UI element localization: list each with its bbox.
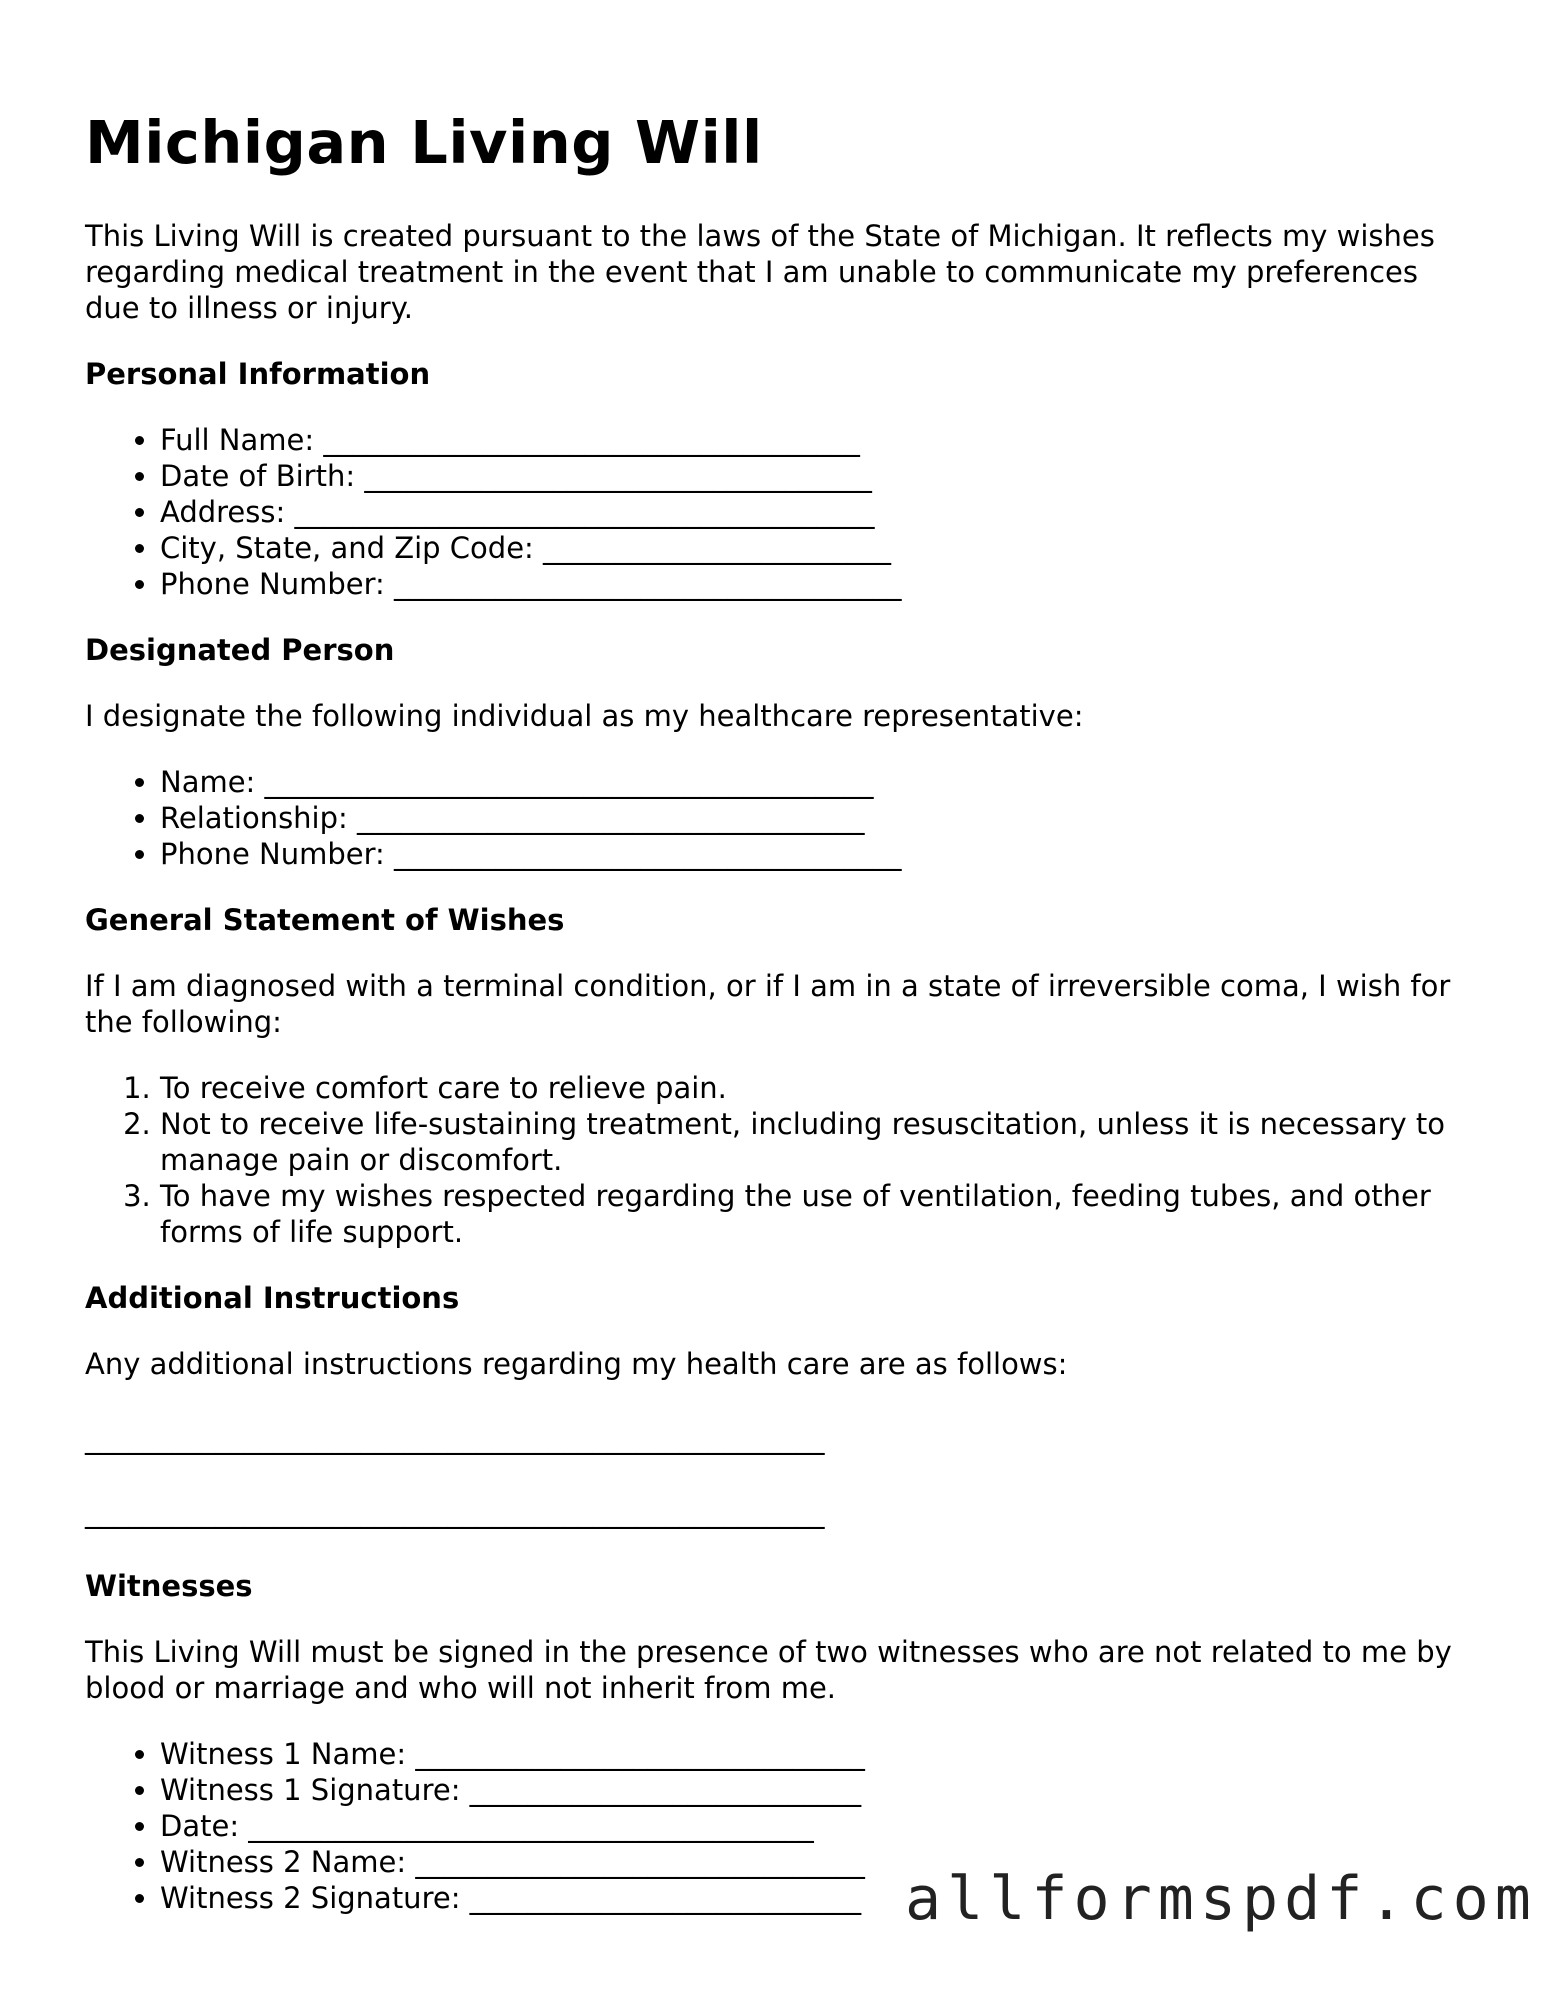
witnesses-text: This Living Will must be signed in the presence of two witnesses who are not related to me by blood or marriage and who will not inherit from me. (85, 1635, 1452, 1705)
personal-info-heading: Personal Information (85, 357, 431, 391)
witness-1-signature-field[interactable]: • Witness 1 Signature: ___________________________ (160, 1772, 1465, 1808)
full-name-field[interactable]: • Full Name: _____________________________________ (160, 422, 1465, 458)
witnesses-heading: Witnesses (85, 1569, 253, 1603)
document-title: Michigan Living Will (85, 108, 763, 177)
additional-instructions-line[interactable]: ___________________________________________________ (85, 1495, 825, 1529)
intro-paragraph: This Living Will is created pursuant to the laws of the State of Michigan. It reflects my wishes regarding medical treatment in the event that I am unable to communicate my preferences due to illness or injury. (85, 219, 1435, 325)
wish-item: 2. Not to receive life-sustaining treatment, including resuscitation, unless it is necessary to manage pain or discomfort. (160, 1106, 1465, 1178)
personal-info-list (85, 422, 1465, 602)
wishes-heading: General Statement of Wishes (85, 903, 565, 937)
representative-phone-field[interactable]: • Phone Number: ___________________________________ (160, 836, 1465, 872)
witness-2-name-field[interactable]: • Witness 2 Name: _______________________________ (160, 1844, 1465, 1880)
additional-instructions-heading: Additional Instructions (85, 1281, 460, 1315)
witness-2-signature-field[interactable]: • Witness 2 Signature: ___________________________ (160, 1880, 1465, 1916)
wishes-text: If I am diagnosed with a terminal condition, or if I am in a state of irreversible coma, I wish for the following: (85, 969, 1451, 1039)
additional-instructions-line[interactable]: ___________________________________________________ (85, 1421, 825, 1455)
date-of-birth-field[interactable]: • Date of Birth: ___________________________________ (160, 458, 1465, 494)
representative-name-field[interactable]: • Name: __________________________________________ (160, 764, 1465, 800)
designated-person-text: I designate the following individual as my healthcare representative: (85, 699, 1084, 733)
witness-date-field[interactable]: • Date: _______________________________________ (160, 1808, 1465, 1844)
phone-number-field[interactable]: • Phone Number: ___________________________________ (160, 566, 1465, 602)
relationship-field[interactable]: • Relationship: ___________________________________ (160, 800, 1465, 836)
witness-1-name-field[interactable]: • Witness 1 Name: _______________________________ (160, 1736, 1465, 1772)
wish-item: 1. To receive comfort care to relieve pain. (160, 1070, 1465, 1106)
additional-instructions-text: Any additional instructions regarding my health care are as follows: (85, 1347, 1068, 1381)
wish-item: 3. To have my wishes respected regarding the use of ventilation, feeding tubes, and other forms of life support. (160, 1178, 1465, 1250)
designated-person-heading: Designated Person (85, 633, 395, 667)
address-field[interactable]: • Address: ________________________________________ (160, 494, 1465, 530)
watermark: allformspdf.com (905, 1864, 1537, 1934)
city-state-zip-field[interactable]: • City, State, and Zip Code: ________________________ (160, 530, 1465, 566)
document-page (85, 100, 1465, 1946)
wishes-list (85, 1070, 1465, 1250)
designated-person-list (85, 764, 1465, 872)
